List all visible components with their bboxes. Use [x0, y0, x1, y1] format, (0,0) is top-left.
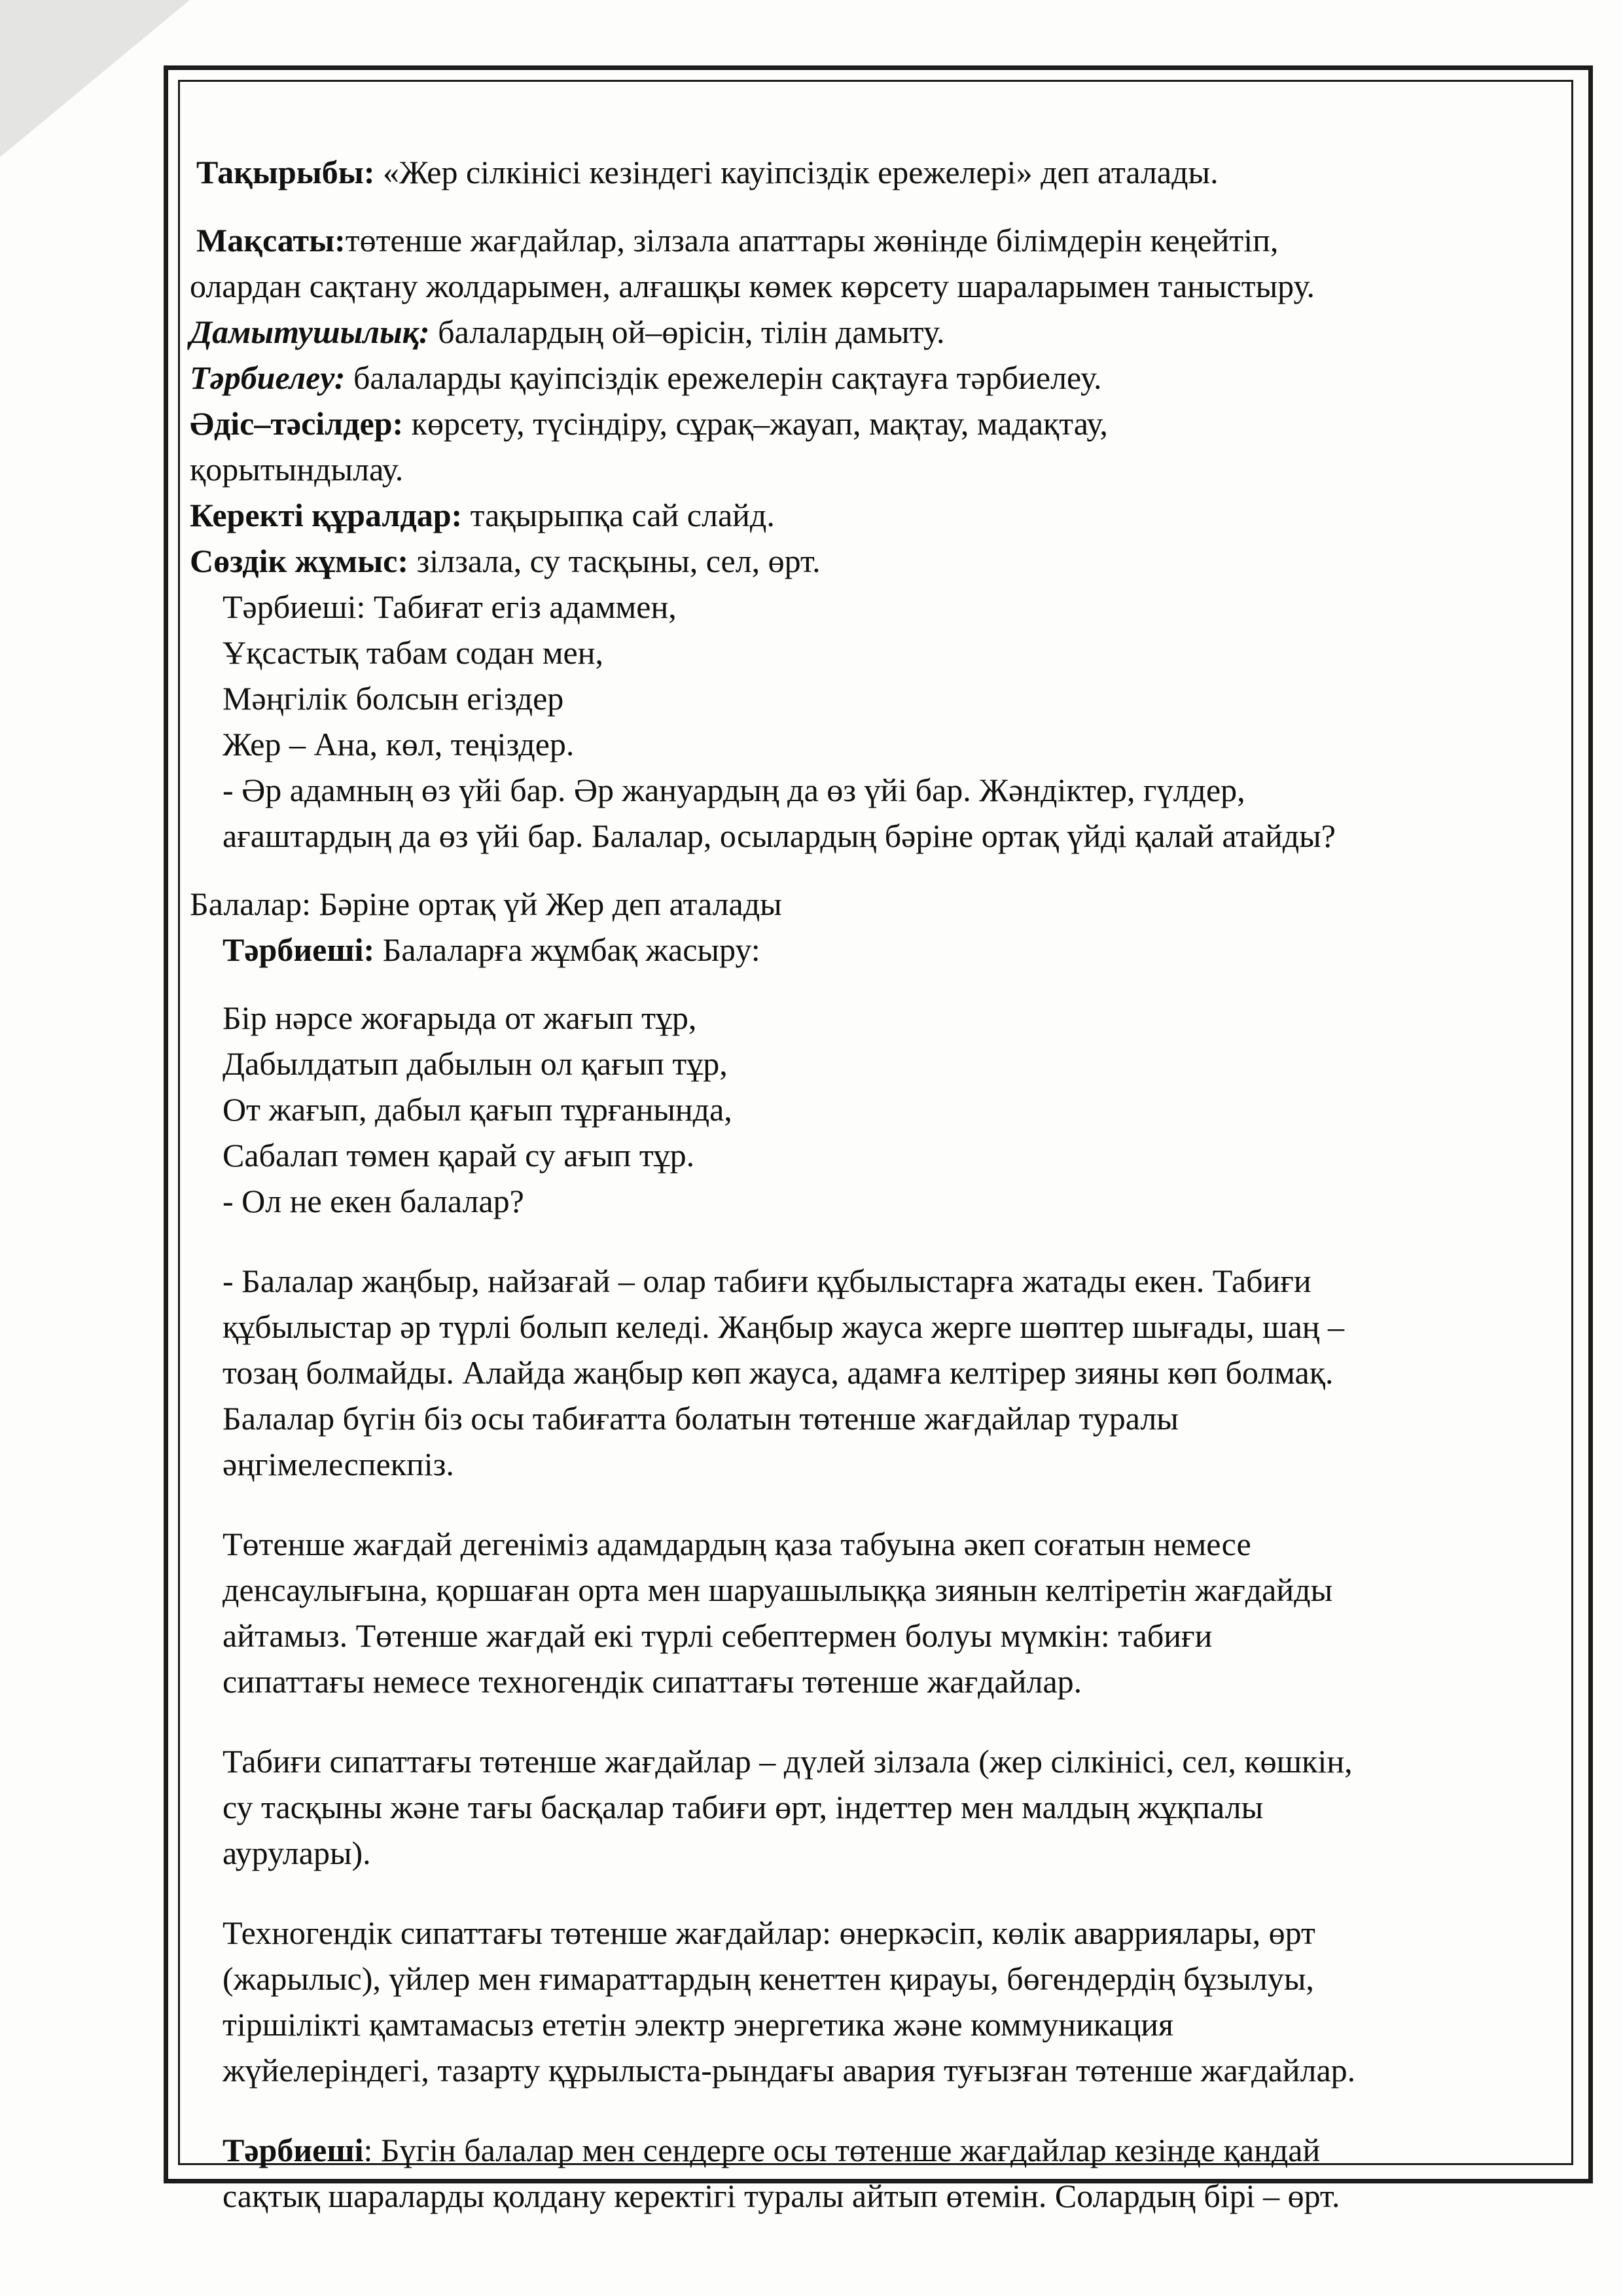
riddle-line: Бір нәрсе жоғарыда от жағып тұр, — [223, 999, 697, 1036]
tools-line — [190, 492, 1551, 538]
methods-line-2: қорытындылау. — [190, 451, 404, 488]
development-line — [190, 309, 1551, 355]
upbringing-line — [190, 355, 1551, 401]
riddle-label: Тәрбиеші: — [223, 931, 375, 968]
paragraph-line: әңгімелеспекпіз. — [223, 1446, 454, 1482]
closing-line-2: сақтық шараларды қолдану керектігі туралы айтып өтемін. Солардың бірі – өрт. — [223, 2178, 1340, 2214]
tools-label: Керекті құралдар: — [190, 497, 463, 533]
poem-line: Тәрбиеші: Табиғат егіз адаммен, — [223, 588, 677, 625]
closing-text: : Бүгін балалар мен сендерге осы төтенше жағдайлар кезінде қандай — [363, 2132, 1321, 2168]
paragraph-line: айтамыз. Төтенше жағдай екі түрлі себептермен болуы мүмкін: табиғи — [223, 1617, 1213, 1654]
paragraph-natural-emergencies — [190, 1738, 1551, 1876]
goals-text: төтенше жағдайлар, зілзала апаттары жөнінде білімдерін кеңейтіп, — [345, 222, 1279, 259]
closing-paragraph — [190, 2127, 1551, 2219]
paragraph-line: Табиғи сипаттағы төтенше жағдайлар – дүлей зілзала (жер сілкінісі, сел, көшкін, — [223, 1743, 1353, 1780]
paragraph-line: Төтенше жағдай дегеніміз адамдардың қаза табуына әкеп соғатын немесе — [223, 1526, 1251, 1562]
methods-line — [190, 401, 1551, 446]
paragraph-line: жүйелеріндегі, тазарту құрылыста-рындағы авария туғызған төтенше жағдайлар. — [223, 2052, 1356, 2089]
paragraph-line: Техногендік сипаттағы төтенше жағдайлар: өнеркәсіп, көлік аварриялары, өрт — [223, 1914, 1315, 1951]
paragraph-line: денсаулығына, қоршаған орта мен шаруашылыққа зиянын келтіретін жағдайды — [223, 1571, 1333, 1608]
goals-label: Мақсаты: — [196, 222, 346, 259]
topic-text: «Жер сілкінісі кезіндегі кауіпсіздік ережелері» деп аталады. — [374, 154, 1219, 190]
paragraph-line: тозаң болмайды. Алайда жаңбыр көп жауса, адамға келтірер зияны көп болмақ. — [223, 1354, 1334, 1391]
vocab-line — [190, 538, 1551, 584]
tools-text: тақырыпқа сай слайд. — [462, 497, 775, 533]
paragraph-line: Балалар бүгін біз осы табиғатта болатын төтенше жағдайлар туралы — [223, 1400, 1179, 1437]
poem-line: Мәңгілік болсын егіздер — [223, 680, 564, 717]
question-line: ағаштардың да өз үйі бар. Балалар, осылардың бәріне ортақ үйді қалай атайды? — [223, 817, 1336, 854]
methods-text: көрсету, түсіндіру, сұрақ–жауап, мақтау, мадақтау, — [403, 405, 1108, 442]
vocab-text: зілзала, су тасқыны, сел, өрт. — [408, 543, 821, 579]
goals-line-2: олардан сақтану жолдарымен, алғашқы көмек көрсету шараларымен таныстыру. — [190, 268, 1315, 304]
upbringing-label: Тәрбиелеу: — [190, 359, 346, 396]
topic-label: Тақырыбы: — [196, 154, 375, 190]
riddle-line: - Ол не екен балалар? — [223, 1183, 524, 1219]
paragraph-emergency-definition — [190, 1521, 1551, 1704]
goals-line — [190, 217, 1551, 263]
closing-line — [190, 2127, 1551, 2173]
folded-corner — [0, 0, 190, 157]
riddle-line: Сабалап төмен қарай су ағып тұр. — [223, 1137, 695, 1174]
paragraph-technogenic-emergencies — [190, 1910, 1551, 2093]
topic-line — [190, 149, 1551, 195]
riddle-intro: Балаларға жұмбақ жасыру: — [374, 931, 760, 968]
children-answer: Балалар: Бәріне ортақ үй Жер деп аталады — [190, 886, 782, 922]
paragraph-line: тіршілікті қамтамасыз ететін электр энергетика және коммуникация — [223, 2006, 1174, 2043]
question-line: - Әр адамның өз үйі бар. Әр жануардың да өз үйі бар. Жәндіктер, гүлдер, — [223, 772, 1245, 808]
riddle-intro-line — [190, 927, 1551, 973]
riddle-line: От жағып, дабыл қағып тұрғанында, — [223, 1091, 732, 1128]
paragraph-line: аурулары). — [223, 1835, 371, 1871]
development-label: Дамытушылық: — [190, 314, 430, 350]
paragraph-line: сипаттағы немесе техногендік сипаттағы төтенше жағдайлар. — [223, 1663, 1082, 1700]
paragraph-line: (жарылыс), үйлер мен ғимараттардың кенеттен қирауы, бөгендердің бұзылуы, — [223, 1960, 1314, 1997]
poem-line: Ұқсастық табам содан мен, — [223, 634, 603, 671]
paragraph-line: су тасқыны және тағы басқалар табиғи өрт, індеттер мен малдың жұқпалы — [223, 1789, 1264, 1825]
document-body — [190, 149, 1551, 2219]
vocab-label: Сөздік жұмыс: — [190, 543, 408, 579]
paragraph-natural-phenomena — [190, 1258, 1551, 1487]
poem-line: Жер – Ана, көл, теңіздер. — [223, 726, 575, 762]
development-text: балалардың ой–өрісін, тілін дамыту. — [429, 314, 945, 350]
upbringing-text: балаларды қауіпсіздік ережелерін сақтауға тәрбиелеу. — [345, 359, 1102, 396]
closing-label: Тәрбиеші — [223, 2132, 364, 2168]
riddle-line: Дабылдатып дабылын ол қағып тұр, — [223, 1045, 728, 1082]
methods-label: Әдіс–тәсілдер: — [190, 405, 404, 442]
paragraph-line: құбылыстар әр түрлі болып келеді. Жаңбыр жауса жерге шөптер шығады, шаң – — [223, 1308, 1345, 1345]
paragraph-line: - Балалар жаңбыр, найзағай – олар табиғи құбылыстарға жатады екен. Табиғи — [223, 1263, 1311, 1299]
